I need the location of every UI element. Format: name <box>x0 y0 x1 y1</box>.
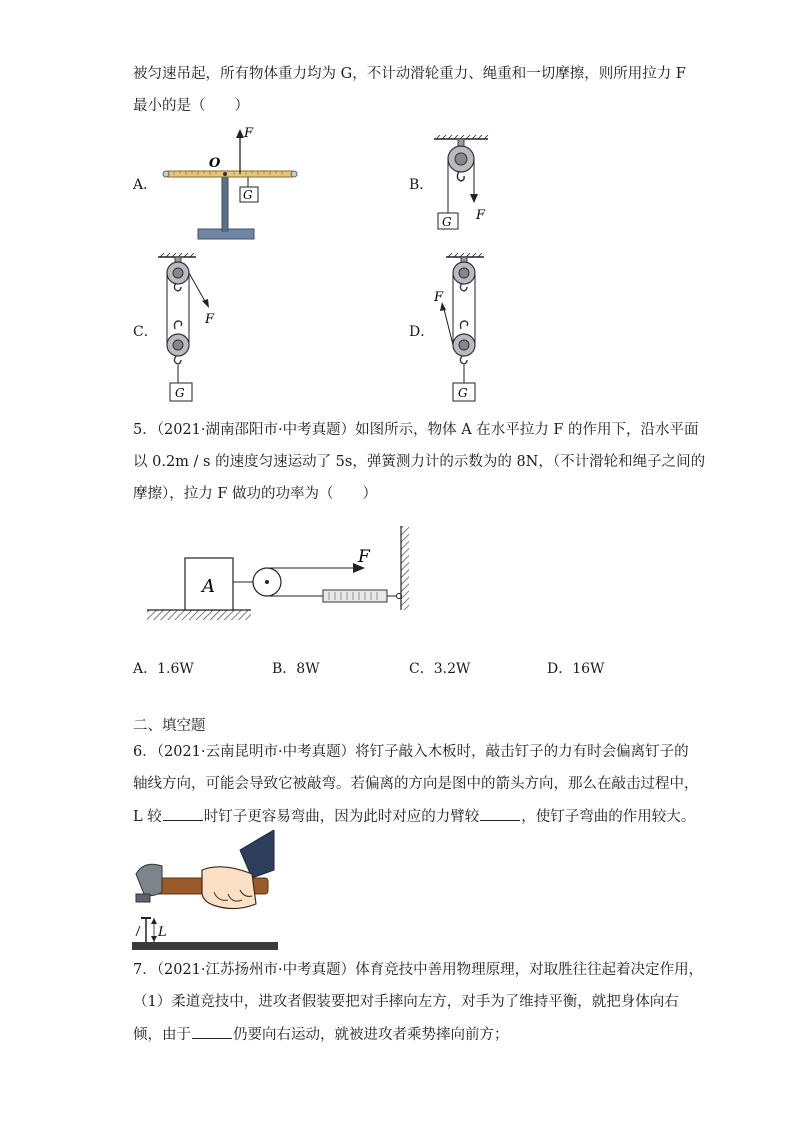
q6-stem-line-1: 6．（2021·云南昆明市·中考真题）将钉子敲入木板时，敲击钉子的力有时会偏离钉子的 <box>133 744 689 760</box>
weight-label: G <box>442 215 452 229</box>
q7-text-b: 仍要向右运动，就被进攻者乘势摔向前方； <box>233 1027 509 1043</box>
q5-choice-c[interactable]: C．3.2W <box>409 661 471 677</box>
weight-label: G <box>175 386 185 400</box>
q5-stem-line-1: 5．（2021·湖南邵阳市·中考真题）如图所示，物体 A 在水平拉力 F 的作用下，沿水平面 <box>133 422 699 438</box>
length-label: L <box>158 925 167 940</box>
pivot-label: O <box>209 156 221 171</box>
q4-stem-line-2: 最小的是（ ） <box>133 98 249 114</box>
q7-stem-line-1: 7．（2021·江苏扬州市·中考真题）体育竞技中善用物理原理，对取胜往往起着决定作用， <box>133 962 704 978</box>
force-label: F <box>358 547 370 567</box>
force-label: F <box>205 312 215 327</box>
q4-option-a-label[interactable]: A． <box>133 177 158 193</box>
q6-stem-line-3 <box>133 806 695 827</box>
q6-blank-2[interactable] <box>480 806 520 821</box>
q5-choice-b[interactable]: B．8W <box>272 661 320 677</box>
q6-text-a: L 较 <box>133 809 162 825</box>
force-label: F <box>244 126 254 141</box>
q6-text-b: 时钉子更容易弯曲，因为此时对应的力臂较 <box>203 809 480 825</box>
horizontal-pulley-figure <box>145 522 415 628</box>
q4-option-b-label[interactable]: B． <box>409 177 434 193</box>
q5-choice-a[interactable]: A．1.6W <box>133 661 194 677</box>
section-title: 二、填空题 <box>133 718 206 734</box>
q4-option-c-label[interactable]: C． <box>133 324 158 340</box>
q7-text-a: 倾，由于 <box>133 1027 191 1043</box>
q7-blank-1[interactable] <box>192 1024 232 1039</box>
q7-stem-line-2: （1）柔道竞技中，进攻者假装要把对手摔向左方，对手为了维持平衡，就把身体向右 <box>133 994 679 1010</box>
q4-option-d-label[interactable]: D． <box>409 324 435 340</box>
q7-stem-line-3 <box>133 1024 509 1045</box>
pulley-block-c-figure <box>150 253 230 405</box>
force-label: F <box>476 208 486 223</box>
fixed-pulley-figure <box>428 135 498 235</box>
hammer-nail-figure <box>132 830 280 954</box>
block-label: A <box>202 576 215 597</box>
q5-stem-line-2: 以 0.2m / s 的速度匀速运动了 5s，弹簧测力计的示数为的 8N，（不计滑轮和绳子之间的 <box>133 454 706 470</box>
q5-stem-line-3: 摩擦），拉力 F 做功的功率为（ ） <box>133 486 378 502</box>
force-label: F <box>434 290 444 305</box>
q6-stem-line-2: 轴线方向，可能会导致它被敲弯。若偏离的方向是图中的箭头方向，那么在敲击过程中， <box>133 776 699 792</box>
pulley-block-d-figure <box>428 253 508 405</box>
q4-stem-line-1: 被匀速吊起，所有物体重力均为 G，不计动滑轮重力、绳重和一切摩擦，则所用拉力 F <box>133 66 686 82</box>
lever-figure <box>160 125 305 245</box>
q6-text-c: ，使钉子弯曲的作用较大。 <box>521 809 696 825</box>
weight-label: G <box>458 386 468 400</box>
q5-choice-d[interactable]: D．16W <box>547 661 605 677</box>
weight-label: G <box>243 188 253 202</box>
q6-blank-1[interactable] <box>163 806 203 821</box>
